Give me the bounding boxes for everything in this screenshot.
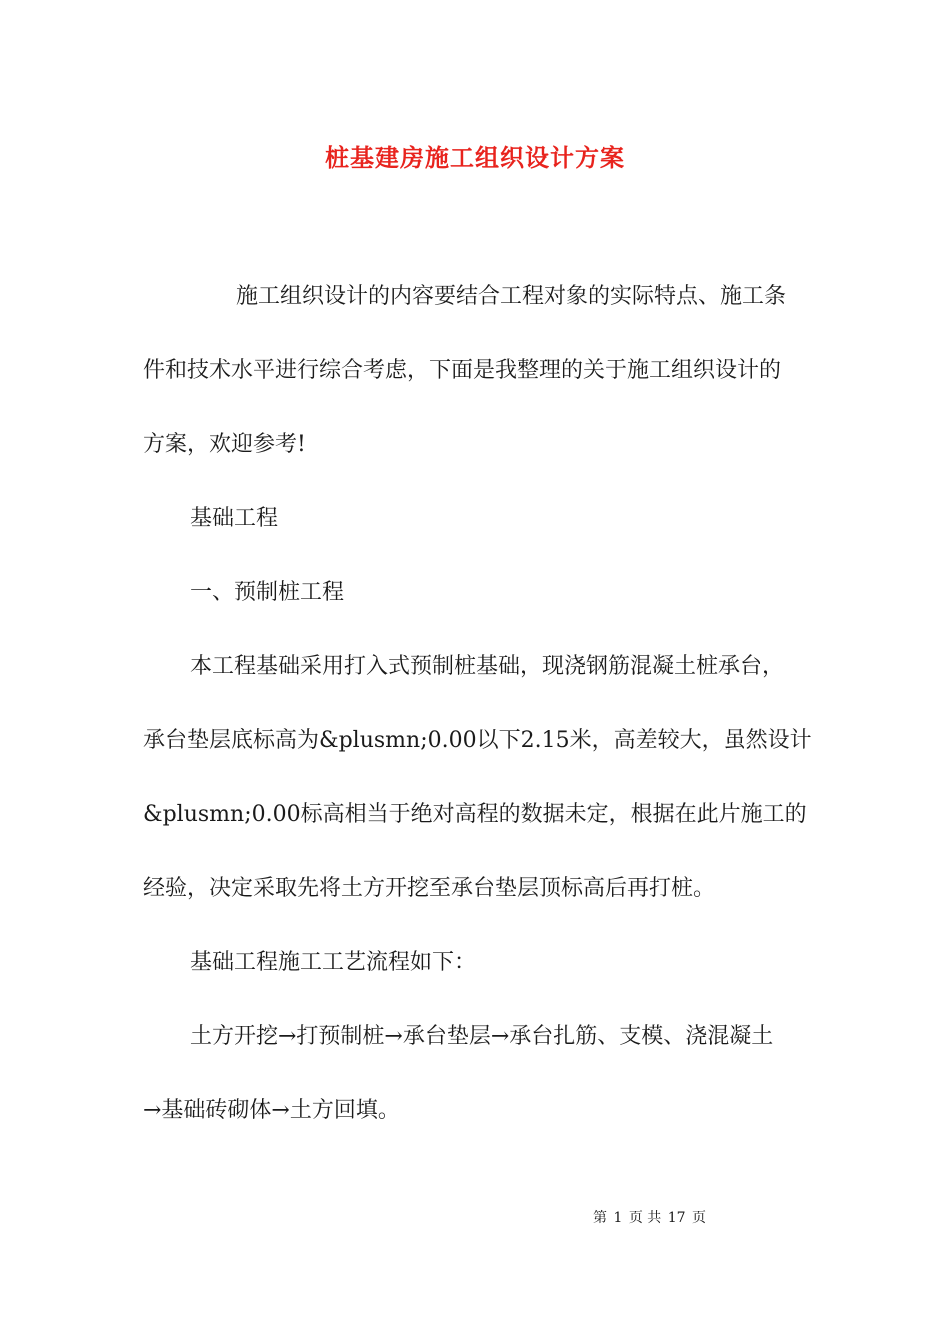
process-flow-line: 土方开挖→打预制桩→承台垫层→承台扎筋、支模、浇混凝土 bbox=[190, 1024, 774, 1049]
paragraph-line: 件和技术水平进行综合考虑，下面是我整理的关于施工组织设计的 bbox=[143, 358, 782, 383]
paragraph-line: 经验，决定采取先将土方开挖至承台垫层顶标高后再打桩。 bbox=[143, 876, 716, 901]
page-number-footer bbox=[593, 1208, 708, 1228]
document-title: 桩基建房施工组织设计方案 bbox=[325, 143, 625, 172]
paragraph-line: &plusmn;0.00标高相当于绝对高程的数据未定，根据在此片施工的 bbox=[143, 802, 807, 827]
section-heading: 基础工程 bbox=[190, 506, 279, 531]
paragraph-line: 本工程基础采用打入式预制桩基础，现浇钢筋混凝土桩承台， bbox=[190, 654, 785, 679]
process-flow-line: →基础砖砌体→土方回填。 bbox=[143, 1098, 400, 1123]
paragraph-line: 施工组织设计的内容要结合工程对象的实际特点、施工条 bbox=[236, 284, 787, 309]
current-page-number: 1 bbox=[613, 1210, 623, 1226]
footer-prefix: 第 bbox=[593, 1210, 607, 1226]
paragraph-line: 基础工程施工工艺流程如下： bbox=[190, 950, 477, 975]
paragraph-line: 方案，欢迎参考! bbox=[143, 432, 306, 457]
total-pages-number: 17 bbox=[667, 1210, 686, 1226]
paragraph-line: 承台垫层底标高为&plusmn;0.00以下2.15米，高差较大，虽然设计 bbox=[143, 728, 812, 753]
subsection-heading: 一、预制桩工程 bbox=[190, 580, 345, 605]
footer-suffix: 页 bbox=[692, 1210, 707, 1226]
footer-mid: 页 共 bbox=[628, 1210, 662, 1226]
